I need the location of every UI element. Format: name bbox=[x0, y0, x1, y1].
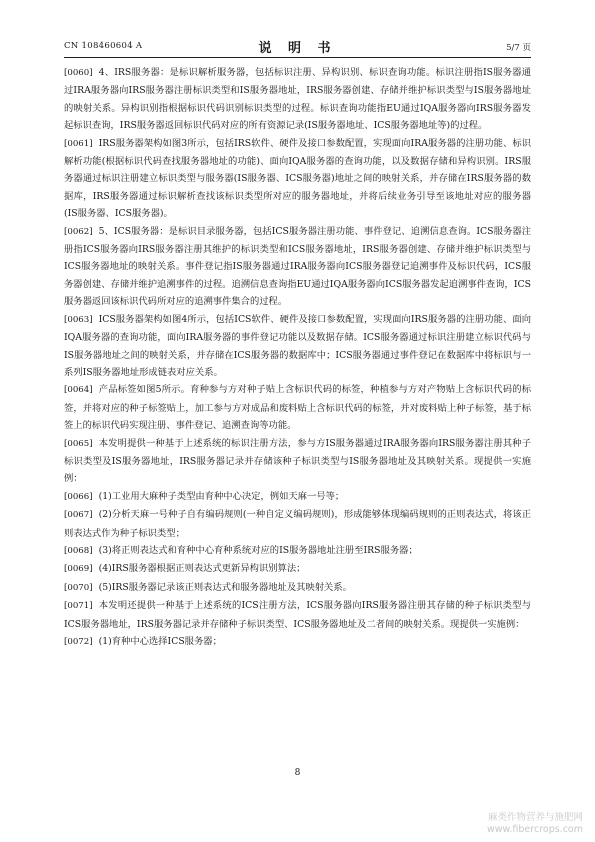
paragraph-0064 bbox=[64, 381, 531, 434]
paragraph-text: 本发明还提供一种基于上述系统的ICS注册方法，ICS服务器向IRS服务器注册其存储的种子标识类型与ICS服务器地址，IRS服务器记录并存储种子标识类型、ICS服务器地址及二者间的映射关系。现提供一实施例： bbox=[64, 600, 531, 630]
paragraph-number: [0067] bbox=[64, 510, 93, 521]
paragraph-number: [0061] bbox=[64, 138, 93, 149]
document-body bbox=[64, 64, 531, 651]
document-title: 说 明 书 bbox=[258, 41, 337, 56]
paragraph-text: 产品标签如图5所示。育种参与方对种子贴上含标识代码的标签，种植参与方对产物贴上含标识代码的标签，并将对应的种子标签贴上，加工参与方对成品和废料贴上含标识代码的标签，并对废料贴上种子标签，基于标签上的标识代码实现注册、事件登记、追溯查询等功能。 bbox=[64, 384, 531, 432]
paragraph-number: [0065] bbox=[64, 438, 93, 449]
paragraph-0068 bbox=[64, 542, 531, 560]
page-number: 8 bbox=[294, 768, 301, 778]
paragraph-text: (5)IRS服务器记录该正则表达式和服务器地址及其映射关系。 bbox=[98, 581, 352, 593]
page-header bbox=[64, 37, 531, 55]
paragraph-text: (1)工业用大麻种子类型由育种中心决定，例如天麻一号等； bbox=[98, 490, 345, 502]
paragraph-text: (1)育种中心选择ICS服务器； bbox=[98, 636, 222, 647]
patent-number: CN 108460604 A bbox=[64, 41, 143, 51]
site-watermark bbox=[487, 812, 583, 836]
paragraph-text: 5、ICS服务器：是标识目录服务器，包括ICS服务器注册功能、事件登记、追溯信息查询。ICS服务器注册指ICS服务器向IRS服务器注册其维护的标识类型和ICS服务器地址，IRS服务器创建、存储并维护标识类型与ICS服务器地址的映射关系。事件登记指IS服务器通过IRA服务器向ICS服务器登记追溯事件及标识代码，ICS服务器创建、存储并维护追溯事件的过程。追溯信息查询指EU通过IQA服务器向ICS服务器发起追溯事件查询，ICS服务器返回该标识代码所对应的追溯事件集合的过程。 bbox=[64, 225, 531, 308]
paragraph-0072 bbox=[64, 633, 531, 651]
paragraph-0063 bbox=[64, 311, 531, 382]
page-fraction: 5/7 页 bbox=[506, 43, 531, 53]
paragraph-0065 bbox=[64, 435, 531, 488]
paragraph-number: [0066] bbox=[64, 491, 93, 502]
paragraph-text: 本发明提供一种基于上述系统的标识注册方法，参与方IS服务器通过IRA服务器向IRS服务器注册其种子标识类型及IS服务器地址，IRS服务器记录并存储该种子标识类型与IS服务器地址及其映射关系。现提供一实施例： bbox=[64, 437, 531, 485]
paragraph-text: (3)将正则表达式和育种中心育种系统对应的IS服务器地址注册至IRS服务器； bbox=[98, 544, 418, 556]
paragraph-text: (2)分析天麻一号种子自有编码规则(一种自定义编码规则)，形成能够体现编码规则的正则表达式，将该正则表达式作为种子标识类型； bbox=[64, 509, 531, 539]
paragraph-0061 bbox=[64, 135, 531, 223]
paragraph-text: 4、IRS服务器：是标识解析服务器，包括标识注册、异构识别、标识查询功能。标识注册指IS服务器通过IRA服务器向IRS服务器注册标识类型和IS服务器地址，IRS服务器创建、存储并维护标识类型与IS服务器地址的映射关系。异构识别指根据标识代码识别标识类型的过程。标识查询功能指EU通过IQA服务器向IRS服务器发起标识查询，IRS服务器返回标识代码对应的所有资源记录(IS服务器地址、ICS服务器地址等)的过程。 bbox=[64, 67, 531, 132]
paragraph-0070 bbox=[64, 579, 531, 597]
paragraph-0062 bbox=[64, 223, 531, 311]
paragraph-0071 bbox=[64, 597, 531, 633]
paragraph-number: [0071] bbox=[64, 601, 93, 612]
paragraph-text: IRS服务器架构如图3所示，包括IRS软件、硬件及接口参数配置，实现面向IRA服务器的注册功能、标识解析功能(根据标识代码查找服务器地址的功能)、面向IQA服务器的查询功能，以及数据存储和异构识别。IRS服务器通过标识注册建立标识类型与服务器(IS服务器、ICS服务器)地址之间的映射关系，并存储在IRS服务器的数据库，IRS服务器通过标识解析查找该标识类型所对应的服务器地址，并将后续业务引导至该地址对应的服务器(IS服务器、ICS服务器)。 bbox=[64, 137, 531, 220]
header-rule bbox=[64, 57, 531, 58]
paragraph-number: [0063] bbox=[64, 314, 93, 325]
paragraph-number: [0070] bbox=[64, 582, 93, 593]
paragraph-text: (4)IRS服务器根据正则表达式更新异构识别算法； bbox=[98, 563, 306, 575]
paragraph-0067 bbox=[64, 506, 531, 542]
watermark-url: www.fibercrops.com bbox=[486, 824, 583, 835]
paragraph-text: ICS服务器架构如图4所示，包括ICS软件、硬件及接口参数配置，实现面向IRS服务器的注册功能、面向IQA服务器的查询功能，面向IRA服务器的事件登记功能以及数据存储。ICS服务器通过标识注册建立标识代码与IS服务器地址之间的映射关系，并存储在ICS服务器的数据库中；ICS服务器通过事件登记在数据库中将标识与一系列IS服务器地址形成链表对应关系。 bbox=[64, 313, 531, 378]
paragraph-0069 bbox=[64, 560, 531, 578]
paragraph-0060 bbox=[64, 64, 531, 135]
paragraph-number: [0069] bbox=[64, 564, 93, 575]
paragraph-number: [0062] bbox=[64, 226, 93, 237]
paragraph-number: [0072] bbox=[64, 637, 93, 647]
paragraph-number: [0068] bbox=[64, 545, 93, 556]
paragraph-number: [0060] bbox=[64, 68, 93, 78]
watermark-site-name: 麻类作物营养与施肥网 bbox=[487, 812, 583, 823]
paragraph-number: [0064] bbox=[64, 385, 93, 396]
paragraph-0066 bbox=[64, 488, 531, 506]
